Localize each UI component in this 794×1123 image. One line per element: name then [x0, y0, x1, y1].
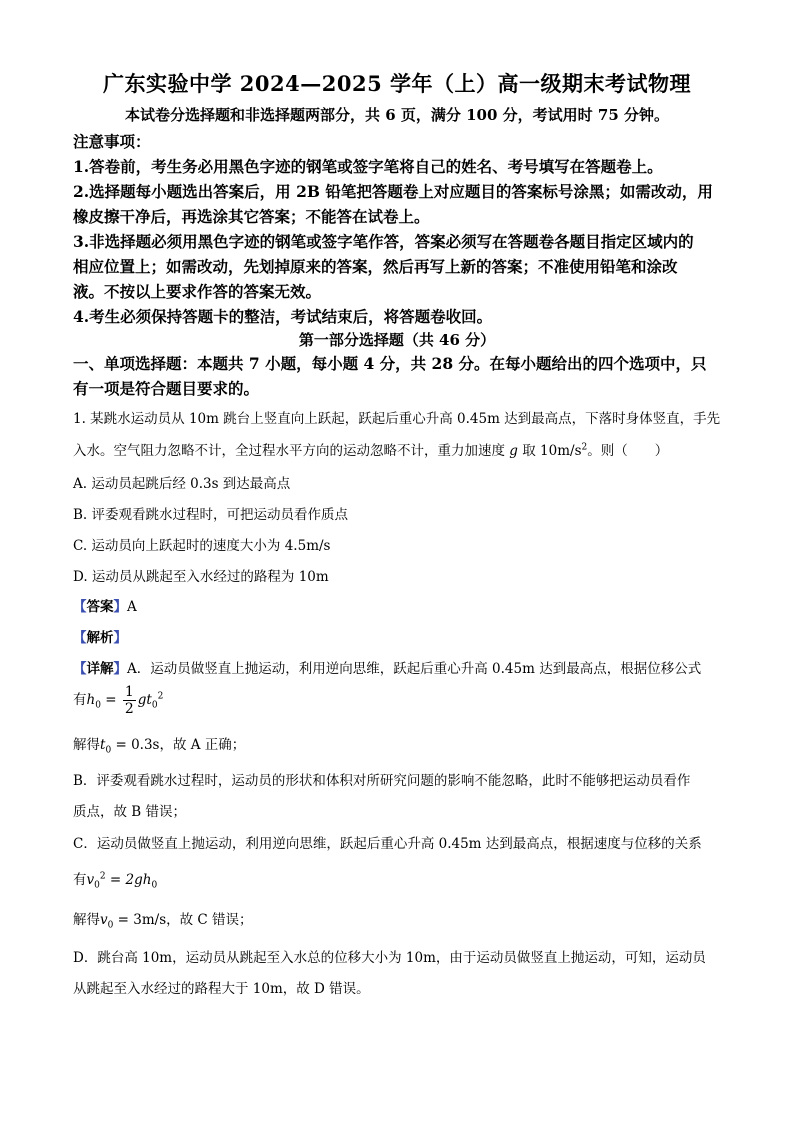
- answer-line: 【答案】A: [73, 599, 137, 615]
- analysis-heading: 【解析】: [73, 630, 127, 646]
- fraction-half: [123, 684, 136, 717]
- notice-heading: 注意事项：: [73, 132, 151, 151]
- result-suffix: ，故 A 正确；: [159, 737, 246, 753]
- notice-line-2: 2.选择题每小题选出答案后，用 2B 铅笔把答题卷上对应题目的答案标号涂黑；如需改动，用: [73, 182, 713, 201]
- var-v: v: [86, 872, 95, 888]
- notice-line-3: 橡皮擦干净后，再选涂其它答案；不能答在试卷上。: [73, 207, 430, 226]
- option-d: D. 运动员从跳起至入水经过的路程为 10m: [73, 569, 329, 585]
- question-stem-line-1: 1. 某跳水运动员从 10m 跳台上竖直向上跃起，跃起后重心升高 0.45m 达到最高点，下落时身体竖直，手先: [73, 411, 721, 427]
- page-title: 广东实验中学 2024—2025 学年（上）高一级期末考试物理: [102, 71, 691, 96]
- notice-line-1: 1.答卷前，考生务必用黑色字迹的钢笔或签字笔将自己的姓名、考号填写在答题卷上。: [73, 157, 663, 176]
- unit-exponent: 2: [581, 442, 588, 453]
- section-instruction-1: 一、单项选择题：本题共 7 小题，每小题 4 分，共 28 分。在每小题给出的四个选项中，只: [73, 354, 707, 373]
- result-velocity: 解得$v_0 = 3m/s$，故 C 错误；: [73, 912, 253, 931]
- sub-zero: 0: [95, 700, 101, 711]
- notice-line-5: 相应位置上；如需改动，先划掉原来的答案，然后再写上新的答案；不准使用铅笔和涂改: [73, 257, 678, 276]
- var-gt: gt: [137, 692, 152, 708]
- answer-label: 答案: [86, 599, 114, 615]
- detail-b-line-1: B．评委观看跳水过程时，运动员的形状和体积对所研究问题的影响不能忽略，此时不能够把运动员看作: [73, 773, 691, 789]
- detail-d-line-2: 从跳起至入水经过的路程大于 10m，故 D 错误。: [73, 981, 370, 997]
- equals: =: [100, 692, 121, 708]
- detail-b-line-2: 质点，故 B 错误；: [73, 804, 187, 820]
- result-suffix: ，故 C 错误；: [166, 912, 253, 928]
- question-stem-line-2: [73, 439, 668, 459]
- var-v: v: [100, 912, 108, 928]
- result-prefix: 解得: [73, 737, 100, 753]
- fraction-numerator: 1: [124, 684, 134, 700]
- formula-rest: = 2gh: [105, 872, 152, 888]
- exam-info: 本试卷分选择题和非选择题两部分，共 6 页，满分 100 分，考试用时 75 分钟。: [125, 106, 669, 124]
- answer-value: A: [127, 599, 137, 615]
- option-b: B. 评委观看跳水过程时，可把运动员看作质点: [73, 507, 349, 523]
- result-value: = 3m/s: [113, 912, 167, 928]
- fraction-denominator: 2: [124, 701, 134, 717]
- stem-end: 。则（ ）: [587, 443, 669, 459]
- option-c: C. 运动员向上跃起时的速度大小为 4.5m/s: [73, 538, 331, 554]
- notice-line-6: 液。不按以上要求作答的答案无效。: [73, 282, 322, 301]
- exponent-two: 2: [157, 691, 164, 702]
- detail-a: 【详解】A．运动员做竖直上抛运动，利用逆向思维，跃起后重心升高 0.45m 达到最高点，根据位移公式: [73, 661, 702, 677]
- part-title: 第一部分选择题（共 46 分）: [298, 331, 496, 349]
- var-g: g: [509, 443, 518, 459]
- formula-displacement: 有$h_0$ = $\frac{1}{2}$ $gt_0^2$: [73, 684, 164, 717]
- stem-text: 入水。空气阻力忽略不计，全过程水平方向的运动忽略不计，重力加速度: [73, 443, 510, 459]
- notice-line-4: 3.非选择题必须用黑色字迹的钢笔或签字笔作答，答案必须写在答题卷各题目指定区域内的: [73, 232, 694, 251]
- result-time: 解得$t_0 = 0.3s$，故 A 正确；: [73, 737, 246, 756]
- detail-label: 详解: [86, 661, 114, 677]
- detail-a-text: A．运动员做竖直上抛运动，利用逆向思维，跃起后重心升高 0.45m 达到最高点，根据位移公式: [127, 661, 702, 677]
- detail-d-line-1: D．跳台高 10m，运动员从跳起至入水总的位移大小为 10m，由于运动员做竖直上抛运动，可知，运动员: [73, 950, 706, 966]
- var-h: h: [86, 692, 96, 708]
- analysis-label: 解析: [86, 630, 114, 646]
- var-t: t: [100, 737, 106, 753]
- formula-velocity: 有$v_0^2 = 2gh_0$: [73, 871, 158, 891]
- formula-prefix: 有: [73, 872, 87, 888]
- notice-line-7: 4.考生必须保持答题卡的整洁，考试结束后，将答题卷收回。: [73, 307, 493, 326]
- option-a: A. 运动员起跳后经 0.3s 到达最高点: [73, 476, 291, 492]
- result-value: = 0.3s: [111, 737, 160, 753]
- result-prefix: 解得: [73, 912, 100, 928]
- detail-c: C．运动员做竖直上抛运动，利用逆向思维，跃起后重心升高 0.45m 达到最高点，根据速度与位移的关系: [73, 836, 702, 852]
- stem-unit: 取 10m/s: [517, 443, 582, 459]
- section-instruction-2: 有一项是符合题目要求的。: [73, 379, 260, 398]
- formula-prefix: 有: [73, 692, 87, 708]
